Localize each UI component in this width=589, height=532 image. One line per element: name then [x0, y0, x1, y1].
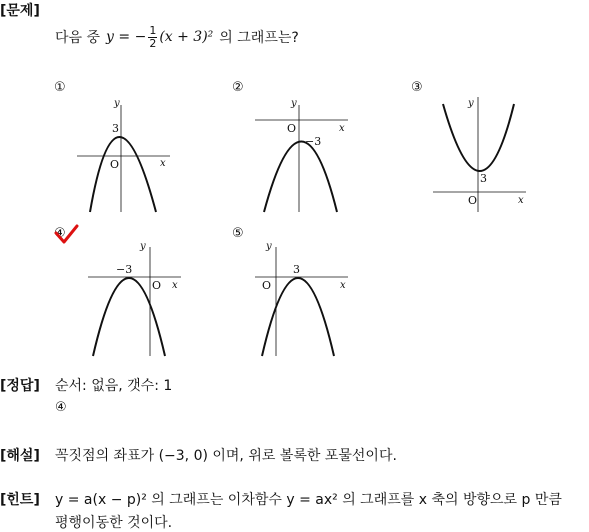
graph-4-vertex-label: −3	[116, 263, 133, 276]
graph-1-intercept-label: 3	[112, 122, 119, 135]
graph-3-intercept-label: 3	[480, 172, 487, 185]
hint-tag: [힌트]	[0, 492, 40, 508]
graph-5-x-label: x	[340, 280, 346, 291]
graph-5-origin-label: O	[262, 279, 272, 292]
graph-1-y-label: y	[114, 98, 120, 109]
hint-line-2: 평행이동한 것이다.	[55, 515, 173, 531]
choice-3-marker[interactable]: ③	[411, 80, 423, 95]
graph-2-parabola	[264, 142, 337, 213]
graph-1-parabola	[90, 137, 156, 212]
graph-4-y-label: y	[140, 241, 146, 252]
graph-5-y-label: y	[266, 241, 272, 252]
problem-text-before: 다음 중	[55, 30, 101, 46]
graph-2	[255, 105, 348, 212]
hint-line-1: y = a(x − p)² 의 그래프는 이차함수 y = ax² 의 그래프를 x 축의 방향으로 p 만큼	[55, 492, 562, 508]
graph-4-x-label: x	[172, 280, 178, 291]
choice-1-marker[interactable]: ①	[54, 80, 66, 95]
graph-4	[88, 247, 181, 356]
graph-3-x-label: x	[518, 195, 524, 206]
graph-2-x-label: x	[339, 123, 345, 134]
graph-3-origin-label: O	[468, 194, 478, 207]
fraction-numerator: 1	[149, 23, 157, 37]
graph-5-vertex-label: 3	[293, 263, 300, 276]
problem-text-after: 의 그래프는?	[219, 30, 299, 46]
graph-4-origin-label: O	[152, 279, 162, 292]
choice-4-marker[interactable]: ④	[54, 226, 66, 241]
graph-1-origin-label: O	[110, 158, 120, 171]
graph-3	[433, 97, 526, 212]
answer-tag: [정답]	[0, 378, 40, 394]
graph-1-x-label: x	[160, 158, 166, 169]
answer-value: ④	[55, 400, 67, 415]
problem-tag: [문제]	[0, 3, 40, 19]
graph-3-parabola	[443, 104, 514, 171]
explanation-tag: [해설]	[0, 448, 40, 464]
graph-3-y-label: y	[468, 98, 474, 109]
choice-5-marker[interactable]: ⑤	[232, 226, 244, 241]
problem-equation-rhs: (x + 3)²	[159, 29, 214, 45]
graph-5	[255, 247, 348, 356]
fraction-denominator: 2	[149, 36, 157, 50]
graph-5-parabola	[262, 278, 334, 356]
graph-2-origin-label: O	[287, 122, 297, 135]
graph-2-y-label: y	[291, 98, 297, 109]
explanation-text: 꼭짓점의 좌표가 (−3, 0) 이며, 위로 볼록한 포물선이다.	[55, 448, 397, 464]
choice-2-marker[interactable]: ②	[232, 80, 244, 95]
check-icon	[56, 226, 77, 242]
answer-meta: 순서: 없음, 갯수: 1	[55, 378, 173, 394]
graph-1	[77, 105, 170, 212]
graph-2-intercept-label: −3	[305, 135, 322, 148]
problem-equation-lhs: y = −	[106, 29, 147, 45]
